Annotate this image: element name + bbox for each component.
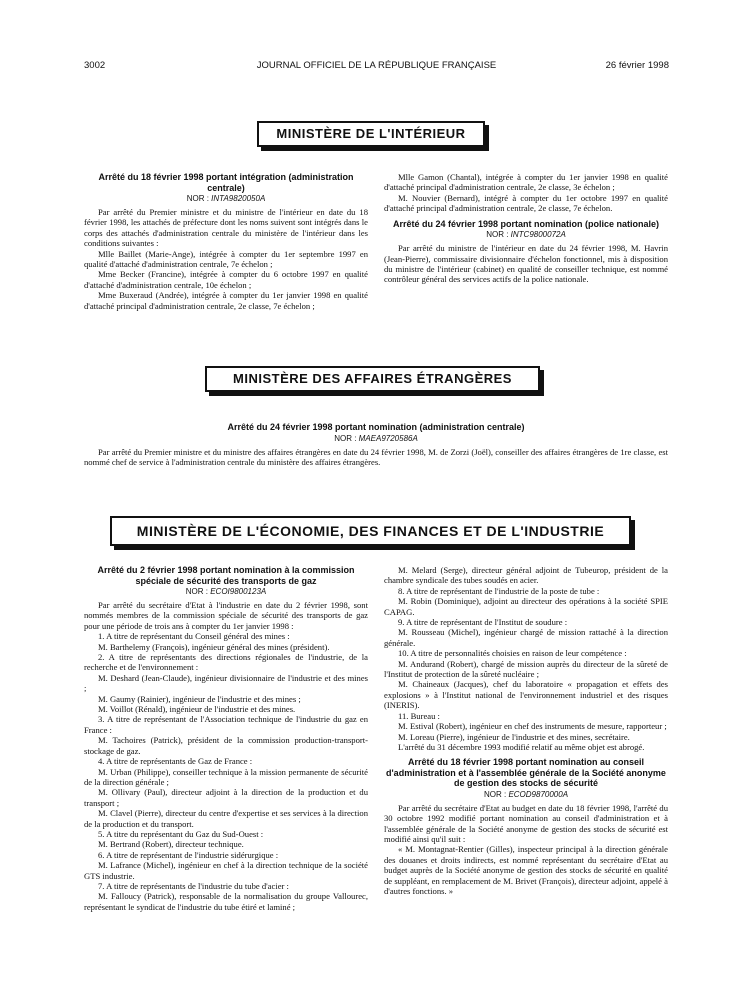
paragraph: 10. A titre de personnalités choisies en raison de leur compétence : [398,648,627,659]
paragraph: Par arrêté du ministre de l'intérieur en date du 24 février 1998, M. Havrin (Jean-Pierre), commissaire divisionnaire d'échelon fonctionnel, mis à disposition du ministre de l'intérieur (cabinet) en qualité de conseiller technique, est nommé contrôleur général des services actifs de la police nationale. [384,243,668,285]
paragraph: M. Voillot (Rénald), ingénieur de l'industrie et des mines. [98,704,296,715]
paragraph: Par arrêté du secrétaire d'Etat au budget en date du 18 février 1998, l'arrêté du 30 octobre 1992 modifié portant nomination au conseil d'administration et à l'assemblée générale de la Société anonyme de gestion des stocks de sécurité est modifié ainsi qu'il suit : [384,802,668,845]
paragraph: M. Urban (Philippe), conseiller technique à la mission permanente de sécurité de la direction générale ; [84,766,368,787]
issue-date: 26 février 1998 [605,60,669,71]
nor-reference: NOR : ECOI9800123A [185,587,267,596]
paragraph: 2. A titre de représentants des directions régionales de l'industrie, de la recherche et de l'environnement : [84,652,368,673]
paragraph: L'arrêté du 31 décembre 1993 modifié relatif au même objet est abrogé. [398,741,645,752]
paragraph: M. Clavel (Pierre), directeur du centre d'expertise et ses services à la direction de la production et du transport. [84,808,368,829]
column-economie-left [84,565,368,912]
column-economie-right [384,565,668,896]
paragraph: Mlle Gamon (Chantal), intégrée à compter du 1er janvier 1998 en qualité d'attaché principal d'administration centrale, 2e classe, 3e échelon ; [384,172,668,193]
paragraph: M. Loreau (Pierre), ingénieur de l'industrie et des mines, secrétaire. [398,731,630,742]
paragraph: 5. A titre du représentant du Gaz du Sud-Ouest : [98,828,264,839]
paragraph: Par arrêté du Premier ministre et du ministre de l'intérieur en date du 18 février 1998, les attachés de préfecture dont les noms suivent sont intégrés dans le corps des attachés d'administration centrale du ministère de l'intérieur dans les conditions suivantes : [84,207,368,249]
paragraph: Mme Buxeraud (Andrée), intégrée à compter du 1er janvier 1998 en qualité d'attaché principal d'administration centrale, 2e classe, 7e échelon ; [84,290,368,311]
paragraph: 8. A titre de représentant de l'industrie de la poste de tube : [398,585,600,596]
paragraph: 7. A titre de représentants de l'industrie du tube d'acier : [98,880,289,891]
nor-code: MAEA9720586A [358,433,418,443]
paragraph: M. Barthelemy (François), ingénieur général des mines (président). [98,641,330,652]
article-title: Arrêté du 18 février 1998 portant intégration (administration centrale) [98,172,354,193]
paragraph: Mlle Baillet (Marie-Ange), intégrée à compter du 1er septembre 1997 en qualité d'attaché d'administration centrale, 7e échelon ; [84,248,368,270]
paragraph: 11. Bureau : [398,710,440,721]
column-interieur-right [384,172,668,285]
paragraph: M. Chaineaux (Jacques), chef du laboratoire « propagation et effets des explosions » à l'Institut national de l'environnement industriel et des risques (INERIS). [384,679,668,711]
paragraph: M. Rousseau (Michel), ingénieur chargé de mission rattaché à la direction générale. [384,627,668,648]
nor-code: ECOI9800123A [210,587,267,596]
nor-reference: NOR : MAEA9720586A [334,433,418,443]
ministry-heading-economie: MINISTÈRE DE L'ÉCONOMIE, DES FINANCES ET DE L'INDUSTRIE [110,516,631,546]
paragraph: M. Tachoires (Patrick), président de la commission production-transport-stockage de gaz. [84,735,368,756]
paragraph: M. Gaumy (Rainier), ingénieur de l'industrie et des mines ; [98,693,301,704]
paragraph: M. Ollivary (Paul), directeur adjoint à la direction de la production et du transport ; [84,787,368,808]
paragraph: 9. A titre de représentant de l'Institut de soudure : [398,617,568,628]
article-title: Arrêté du 24 février 1998 portant nomination (administration centrale) [227,422,525,432]
article-title: Arrêté du 24 février 1998 portant nomination (police nationale) [392,218,660,229]
nor-reference: NOR : INTA9820050A [186,194,266,203]
nor-reference: NOR : ECOD9870000A [483,789,569,799]
paragraph: « M. Montagnat-Rentier (Gilles), inspecteur principal à la direction générale des douanes et droits indirects, est nommé représentant du secrétaire d'Etat au budget auprès de la Société anonyme de gestion des stocks de sécurité en qualité de suppléant, en remplacement de M. Brivet (François), directeur adjoint, appelé à d'autres fonctions. » [384,844,668,897]
nor-reference: NOR : INTC9800072A [486,230,566,240]
paragraph: 1. A titre de représentant du Conseil général des mines : [98,631,290,642]
paragraph: M. Robin (Dominique), adjoint au directeur des opérations à la société SPIE CAPAG. [384,596,668,617]
paragraph: 3. A titre de représentant de l'Association technique de l'industrie du gaz en France : [84,714,368,735]
paragraph: M. Bertrand (Robert), directeur technique. [98,839,244,850]
nor-code: INTA9820050A [211,194,266,203]
article-title: Arrêté du 2 février 1998 portant nomination à la commission spéciale de sécurité des transports de gaz [97,565,355,586]
ministry-heading-interieur: MINISTÈRE DE L'INTÉRIEUR [257,121,485,147]
paragraph: M. Andurand (Robert), chargé de mission auprès du directeur de la sûreté de l'Institut de protection de la sûreté nucléaire ; [384,658,668,680]
journal-title: JOURNAL OFFICIEL DE LA RÉPUBLIQUE FRANÇAISE [256,60,497,71]
ministry-heading-affaires-etrangeres: MINISTÈRE DES AFFAIRES ÉTRANGÈRES [205,366,540,392]
paragraph: M. Falloucy (Patrick), responsable de la normalisation du groupe Vallourec, représentant le syndicat de l'industrie du tube étiré et laminé ; [84,891,368,912]
paragraph: M. Melard (Serge), directeur général adjoint de Tubeurop, président de la chambre syndicale des tubes soudés en acier. [384,565,668,586]
paragraph: M. Estival (Robert), ingénieur en chef des instruments de mesure, rapporteur ; [398,721,667,732]
paragraph: Mme Becker (Francine), intégrée à compter du 6 octobre 1997 en qualité d'attaché d'administration centrale, 10e échelon ; [84,269,368,290]
paragraph: 4. A titre de représentants de Gaz de France : [98,756,253,767]
column-affaires-etrangeres [84,422,668,467]
paragraph: Par arrêté du Premier ministre et du ministre des affaires étrangères en date du 24 février 1998, M. de Zorzi (Joël), conseiller des affaires étrangères de 1re classe, est nommé chef de service à l'administration centrale du ministère des affaires étrangères. [84,446,668,467]
paragraph: 6. A titre de représentant de l'industrie sidérurgique : [98,849,279,860]
nor-code: INTC9800072A [510,230,566,240]
nor-code: ECOD9870000A [508,789,569,799]
paragraph: M. Deshard (Jean-Claude), ingénieur divisionnaire de l'industrie et des mines ; [84,672,368,694]
paragraph: M. Lafrance (Michel), ingénieur en chef à la direction technique de la société GTS industrie. [84,860,368,881]
paragraph: M. Nouvier (Bernard), intégré à compter du 1er octobre 1997 en qualité d'attaché principal d'administration centrale, 2e classe, 7e échelon. [384,192,668,214]
page-number: 3002 [84,60,106,71]
paragraph: Par arrêté du secrétaire d'Etat à l'industrie en date du 2 février 1998, sont nommés membres de la commission spéciale de sécurité des transports de gaz pour une période de trois ans à compter du 1er janvier 1998 : [84,600,368,631]
article-title: Arrêté du 18 février 1998 portant nomination au conseil d'administration et à l'assemblée générale de la Société anonyme de gestion des stocks de sécurité [386,757,666,789]
column-interieur-left [84,172,368,311]
